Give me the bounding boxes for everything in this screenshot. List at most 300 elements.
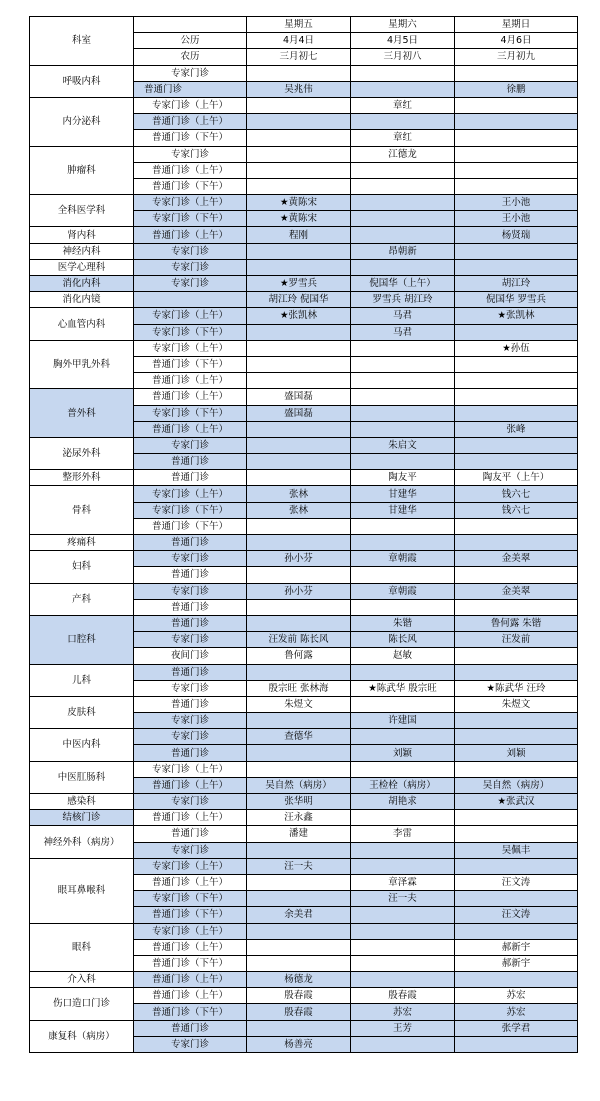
doctor-cell xyxy=(247,664,351,680)
schedule-row xyxy=(30,486,578,502)
header-blank xyxy=(134,17,247,33)
clinic-type: 普通门诊（上午） xyxy=(134,874,247,890)
clinic-type: 专家门诊 xyxy=(134,713,247,729)
schedule-row xyxy=(30,470,578,486)
doctor-cell: 杨贤瑞 xyxy=(455,227,578,243)
clinic-type: 普通门诊（上午） xyxy=(134,227,247,243)
doctor-cell xyxy=(351,907,455,923)
clinic-type: 专家门诊 xyxy=(134,146,247,162)
doctor-cell xyxy=(351,227,455,243)
clinic-type: 普通门诊 xyxy=(134,1020,247,1036)
weekday-sun: 星期日 xyxy=(455,17,578,33)
clinic-type: 专家门诊（上午） xyxy=(134,761,247,777)
doctor-cell: 马君 xyxy=(351,324,455,340)
doctor-cell xyxy=(455,891,578,907)
doctor-cell: 王小池 xyxy=(455,195,578,211)
doctor-cell xyxy=(247,713,351,729)
clinic-type: 夜间门诊 xyxy=(134,648,247,664)
doctor-cell: 杨善亮 xyxy=(247,1036,351,1052)
doctor-cell xyxy=(455,373,578,389)
doctor-cell xyxy=(455,648,578,664)
doctor-cell xyxy=(351,972,455,988)
doctor-cell: 马君 xyxy=(351,308,455,324)
doctor-cell: 汪文涛 xyxy=(455,907,578,923)
doctor-cell: 徐鹏 xyxy=(455,81,578,97)
doctor-cell xyxy=(247,761,351,777)
doctor-cell: 吴自然（病房） xyxy=(455,777,578,793)
schedule-row xyxy=(30,437,578,453)
doctor-cell: 朱启文 xyxy=(351,437,455,453)
doctor-cell: 杨德龙 xyxy=(247,972,351,988)
doctor-cell xyxy=(247,955,351,971)
dept-name: 肾内科 xyxy=(30,227,134,243)
doctor-cell: 章泽霖 xyxy=(351,874,455,890)
schedule-body xyxy=(30,17,578,1053)
clinic-type: 专家门诊 xyxy=(134,437,247,453)
weekday-sat: 星期六 xyxy=(351,17,455,33)
doctor-cell: 许建国 xyxy=(351,713,455,729)
dept-name: 感染科 xyxy=(30,794,134,810)
doctor-cell: 鲁何露 xyxy=(247,648,351,664)
clinic-type: 专家门诊（上午） xyxy=(134,308,247,324)
doctor-cell xyxy=(455,146,578,162)
doctor-cell xyxy=(351,761,455,777)
doctor-cell: 章朝霞 xyxy=(351,583,455,599)
schedule-row xyxy=(30,535,578,551)
dept-name: 口腔科 xyxy=(30,615,134,664)
doctor-cell: 吴佩丰 xyxy=(455,842,578,858)
nongli-label: 农历 xyxy=(134,49,247,65)
doctor-cell: ★陈武华 殷宗旺 xyxy=(351,680,455,696)
dept-name: 疼痛科 xyxy=(30,535,134,551)
doctor-cell: 张林 xyxy=(247,502,351,518)
doctor-cell xyxy=(351,535,455,551)
dept-name: 整形外科 xyxy=(30,470,134,486)
doctor-cell: 汪永鑫 xyxy=(247,810,351,826)
doctor-cell: 李雷 xyxy=(351,826,455,842)
doctor-cell xyxy=(455,130,578,146)
doctor-cell xyxy=(351,729,455,745)
doctor-cell xyxy=(247,470,351,486)
clinic-type: 专家门诊（下午） xyxy=(134,324,247,340)
schedule-row xyxy=(30,551,578,567)
lunar-fri: 三月初七 xyxy=(247,49,351,65)
doctor-cell: 张华明 xyxy=(247,794,351,810)
schedule-row xyxy=(30,858,578,874)
doctor-cell: 王芳 xyxy=(351,1020,455,1036)
doctor-cell xyxy=(351,1036,455,1052)
clinic-type: 专家门诊 xyxy=(134,259,247,275)
doctor-cell xyxy=(455,97,578,113)
clinic-type: 专家门诊 xyxy=(134,680,247,696)
doctor-cell: 江德龙 xyxy=(351,146,455,162)
doctor-cell: ★罗雪兵 xyxy=(247,276,351,292)
schedule-row xyxy=(30,794,578,810)
clinic-type: 专家门诊（下午） xyxy=(134,405,247,421)
schedule-row xyxy=(30,761,578,777)
doctor-cell xyxy=(247,421,351,437)
clinic-type: 专家门诊 xyxy=(134,243,247,259)
doctor-cell xyxy=(247,874,351,890)
schedule-row xyxy=(30,308,578,324)
dept-name: 眼科 xyxy=(30,923,134,972)
clinic-type: 普通门诊（下午） xyxy=(134,1004,247,1020)
doctor-cell: 盛国磊 xyxy=(247,389,351,405)
doctor-cell: 章朝霞 xyxy=(351,551,455,567)
date-sun: 4月6日 xyxy=(455,33,578,49)
doctor-cell xyxy=(455,810,578,826)
doctor-cell: 殷宗旺 张林海 xyxy=(247,680,351,696)
duty-schedule-table xyxy=(29,16,578,1053)
doctor-cell xyxy=(351,518,455,534)
doctor-cell xyxy=(351,939,455,955)
clinic-type: 普通门诊 xyxy=(134,81,247,97)
doctor-cell xyxy=(351,664,455,680)
doctor-cell xyxy=(247,162,351,178)
schedule-row xyxy=(30,972,578,988)
schedule-row xyxy=(30,810,578,826)
schedule-row xyxy=(30,227,578,243)
doctor-cell: 苏宏 xyxy=(455,1004,578,1020)
lunar-sat: 三月初八 xyxy=(351,49,455,65)
schedule-row xyxy=(30,195,578,211)
schedule-row xyxy=(30,243,578,259)
schedule-row xyxy=(30,97,578,113)
clinic-type: 专家门诊（上午） xyxy=(134,858,247,874)
clinic-type: 专家门诊（上午） xyxy=(134,923,247,939)
clinic-type: 普通门诊（下午） xyxy=(134,955,247,971)
clinic-type: 普通门诊 xyxy=(134,454,247,470)
dept-name: 医学心理科 xyxy=(30,259,134,275)
doctor-cell: 郝新宇 xyxy=(455,939,578,955)
doctor-cell xyxy=(455,405,578,421)
clinic-type: 普通门诊（上午） xyxy=(134,114,247,130)
clinic-type: 专家门诊（下午） xyxy=(134,502,247,518)
doctor-cell: 昂朝新 xyxy=(351,243,455,259)
clinic-type: 普通门诊（上午） xyxy=(134,373,247,389)
doctor-cell: 殷春霞 xyxy=(247,1004,351,1020)
doctor-cell xyxy=(351,567,455,583)
doctor-cell xyxy=(247,535,351,551)
schedule-row xyxy=(30,923,578,939)
doctor-cell: 钱六七 xyxy=(455,486,578,502)
doctor-cell xyxy=(351,114,455,130)
clinic-type: 普通门诊（上午） xyxy=(134,421,247,437)
dept-name: 呼吸内科 xyxy=(30,65,134,97)
clinic-type: 普通门诊 xyxy=(134,615,247,631)
doctor-cell xyxy=(455,437,578,453)
clinic-type: 普通门诊（上午） xyxy=(134,810,247,826)
dept-name: 皮肤科 xyxy=(30,696,134,728)
doctor-cell xyxy=(455,567,578,583)
doctor-cell xyxy=(247,939,351,955)
date-fri: 4月4日 xyxy=(247,33,351,49)
doctor-cell xyxy=(455,454,578,470)
doctor-cell: ★黄陈宋 xyxy=(247,195,351,211)
doctor-cell xyxy=(455,972,578,988)
doctor-cell xyxy=(455,923,578,939)
doctor-cell xyxy=(351,421,455,437)
doctor-cell: 胡江玲 xyxy=(455,276,578,292)
doctor-cell: 殷春霞 xyxy=(351,988,455,1004)
doctor-cell xyxy=(247,745,351,761)
schedule-row xyxy=(30,615,578,631)
doctor-cell xyxy=(247,97,351,113)
doctor-cell: 郝新宇 xyxy=(455,955,578,971)
header-row-weekday xyxy=(30,17,578,33)
schedule-row xyxy=(30,146,578,162)
weekday-fri: 星期五 xyxy=(247,17,351,33)
doctor-cell xyxy=(247,259,351,275)
doctor-cell xyxy=(351,389,455,405)
doctor-cell xyxy=(455,535,578,551)
doctor-cell xyxy=(455,178,578,194)
doctor-cell: 汪发前 xyxy=(455,632,578,648)
schedule-row xyxy=(30,583,578,599)
doctor-cell: ★陈武华 汪玲 xyxy=(455,680,578,696)
doctor-cell: 朱煜文 xyxy=(455,696,578,712)
doctor-cell: 苏宏 xyxy=(351,1004,455,1020)
doctor-cell xyxy=(351,955,455,971)
dept-name: 肿瘤科 xyxy=(30,146,134,195)
dept-name: 全科医学科 xyxy=(30,195,134,227)
doctor-cell: 刘颖 xyxy=(351,745,455,761)
clinic-type: 普通门诊 xyxy=(134,745,247,761)
doctor-cell: 查德华 xyxy=(247,729,351,745)
doctor-cell: 罗雪兵 胡江玲 xyxy=(351,292,455,308)
gongli-label: 公历 xyxy=(134,33,247,49)
clinic-type: 专家门诊（上午） xyxy=(134,97,247,113)
clinic-type: 普通门诊（上午） xyxy=(134,972,247,988)
doctor-cell xyxy=(247,615,351,631)
dept-name: 眼耳鼻喉科 xyxy=(30,858,134,923)
clinic-type: 普通门诊 xyxy=(134,826,247,842)
doctor-cell xyxy=(351,195,455,211)
doctor-cell: 汪一夫 xyxy=(351,891,455,907)
clinic-type: 普通门诊（上午） xyxy=(134,777,247,793)
doctor-cell: 胡江玲 倪国华 xyxy=(247,292,351,308)
clinic-type: 专家门诊 xyxy=(134,632,247,648)
clinic-type: 普通门诊（下午） xyxy=(134,356,247,372)
doctor-cell: 潘建 xyxy=(247,826,351,842)
dept-name: 胸外甲乳外科 xyxy=(30,340,134,389)
doctor-cell: 陈长风 xyxy=(351,632,455,648)
doctor-cell xyxy=(455,518,578,534)
doctor-cell xyxy=(247,437,351,453)
doctor-cell xyxy=(247,842,351,858)
doctor-cell xyxy=(247,65,351,81)
clinic-type: 普通门诊 xyxy=(134,664,247,680)
doctor-cell xyxy=(247,599,351,615)
doctor-cell xyxy=(455,713,578,729)
clinic-type: 普通门诊（上午） xyxy=(134,939,247,955)
clinic-type: 专家门诊（上午） xyxy=(134,340,247,356)
doctor-cell: 倪国华 罗雪兵 xyxy=(455,292,578,308)
dept-name: 妇科 xyxy=(30,551,134,583)
doctor-cell xyxy=(247,114,351,130)
doctor-cell xyxy=(455,729,578,745)
dept-name: 结核门诊 xyxy=(30,810,134,826)
doctor-cell: 王小池 xyxy=(455,211,578,227)
clinic-type: 普通门诊 xyxy=(134,567,247,583)
doctor-cell xyxy=(455,114,578,130)
clinic-type: 专家门诊 xyxy=(134,276,247,292)
doctor-cell xyxy=(247,373,351,389)
dept-name: 骨科 xyxy=(30,486,134,535)
doctor-cell: 赵敏 xyxy=(351,648,455,664)
dept-name: 消化内科 xyxy=(30,276,134,292)
clinic-type: 专家门诊 xyxy=(134,842,247,858)
schedule-row xyxy=(30,729,578,745)
doctor-cell: 金美翠 xyxy=(455,551,578,567)
doctor-cell: 张峰 xyxy=(455,421,578,437)
doctor-cell xyxy=(351,81,455,97)
schedule-row xyxy=(30,276,578,292)
doctor-cell xyxy=(455,389,578,405)
schedule-row xyxy=(30,259,578,275)
doctor-cell xyxy=(247,1020,351,1036)
clinic-type: 普通门诊（下午） xyxy=(134,178,247,194)
doctor-cell xyxy=(351,178,455,194)
doctor-cell: ★张凯林 xyxy=(455,308,578,324)
dept-name: 伤口造口门诊 xyxy=(30,988,134,1020)
doctor-cell xyxy=(351,454,455,470)
doctor-cell: 甘建华 xyxy=(351,502,455,518)
doctor-cell: 吴兆伟 xyxy=(247,81,351,97)
doctor-cell xyxy=(455,1036,578,1052)
dept-name: 介入科 xyxy=(30,972,134,988)
doctor-cell: 汪发前 陈长风 xyxy=(247,632,351,648)
doctor-cell: 鲁何露 朱锴 xyxy=(455,615,578,631)
doctor-cell: 吴自然（病房） xyxy=(247,777,351,793)
doctor-cell: 殷春霞 xyxy=(247,988,351,1004)
doctor-cell xyxy=(247,146,351,162)
doctor-cell: 王检栓（病房） xyxy=(351,777,455,793)
clinic-type: 专家门诊（上午） xyxy=(134,195,247,211)
clinic-type: 专家门诊（下午） xyxy=(134,211,247,227)
dept-name: 儿科 xyxy=(30,664,134,696)
schedule-row xyxy=(30,826,578,842)
doctor-cell: 孙小芬 xyxy=(247,551,351,567)
doctor-cell xyxy=(351,842,455,858)
doctor-cell: ★孙伍 xyxy=(455,340,578,356)
clinic-type xyxy=(134,292,247,308)
doctor-cell: 余美君 xyxy=(247,907,351,923)
dept-name: 康复科（病房） xyxy=(30,1020,134,1052)
doctor-cell xyxy=(351,162,455,178)
clinic-type: 普通门诊 xyxy=(134,535,247,551)
dept-name: 普外科 xyxy=(30,389,134,438)
doctor-cell: 章红 xyxy=(351,97,455,113)
doctor-cell: 朱煜文 xyxy=(247,696,351,712)
dept-name: 消化内镜 xyxy=(30,292,134,308)
doctor-cell xyxy=(351,340,455,356)
doctor-cell: 汪文涛 xyxy=(455,874,578,890)
doctor-cell: 苏宏 xyxy=(455,988,578,1004)
doctor-cell: 程刚 xyxy=(247,227,351,243)
doctor-cell xyxy=(351,373,455,389)
schedule-page xyxy=(29,16,577,1053)
doctor-cell: ★张凯林 xyxy=(247,308,351,324)
doctor-cell: 金美翠 xyxy=(455,583,578,599)
doctor-cell: 胡艳求 xyxy=(351,794,455,810)
doctor-cell xyxy=(351,696,455,712)
doctor-cell xyxy=(351,858,455,874)
doctor-cell: 朱锴 xyxy=(351,615,455,631)
doctor-cell xyxy=(351,599,455,615)
doctor-cell: 章红 xyxy=(351,130,455,146)
doctor-cell: 盛国磊 xyxy=(247,405,351,421)
doctor-cell xyxy=(351,810,455,826)
doctor-cell xyxy=(351,259,455,275)
dept-name: 中医肛肠科 xyxy=(30,761,134,793)
schedule-row xyxy=(30,292,578,308)
doctor-cell: 甘建华 xyxy=(351,486,455,502)
date-sat: 4月5日 xyxy=(351,33,455,49)
doctor-cell xyxy=(247,518,351,534)
dept-name: 心血管内科 xyxy=(30,308,134,340)
header-dept-label: 科室 xyxy=(30,17,134,66)
doctor-cell: 陶友平 xyxy=(351,470,455,486)
doctor-cell: 张学君 xyxy=(455,1020,578,1036)
doctor-cell xyxy=(351,211,455,227)
dept-name: 神经内科 xyxy=(30,243,134,259)
clinic-type: 专家门诊（下午） xyxy=(134,891,247,907)
doctor-cell xyxy=(247,243,351,259)
lunar-sun: 三月初九 xyxy=(455,49,578,65)
doctor-cell xyxy=(455,324,578,340)
doctor-cell xyxy=(455,65,578,81)
doctor-cell xyxy=(247,324,351,340)
clinic-type: 普通门诊（下午） xyxy=(134,130,247,146)
doctor-cell xyxy=(351,405,455,421)
doctor-cell xyxy=(455,664,578,680)
doctor-cell: 刘颖 xyxy=(455,745,578,761)
clinic-type: 普通门诊（下午） xyxy=(134,518,247,534)
clinic-type: 普通门诊 xyxy=(134,599,247,615)
clinic-type: 普通门诊（上午） xyxy=(134,988,247,1004)
doctor-cell: ★黄陈宋 xyxy=(247,211,351,227)
clinic-type: 专家门诊 xyxy=(134,729,247,745)
doctor-cell xyxy=(351,923,455,939)
schedule-row xyxy=(30,389,578,405)
clinic-type: 专家门诊 xyxy=(134,1036,247,1052)
doctor-cell xyxy=(455,162,578,178)
dept-name: 神经外科（病房） xyxy=(30,826,134,858)
clinic-type: 普通门诊（上午） xyxy=(134,162,247,178)
clinic-type: 普通门诊 xyxy=(134,470,247,486)
doctor-cell xyxy=(351,65,455,81)
doctor-cell xyxy=(351,356,455,372)
doctor-cell xyxy=(455,243,578,259)
clinic-type: 专家门诊 xyxy=(134,583,247,599)
doctor-cell xyxy=(455,259,578,275)
doctor-cell: 孙小芬 xyxy=(247,583,351,599)
doctor-cell xyxy=(247,923,351,939)
doctor-cell: 倪国华（上午） xyxy=(351,276,455,292)
clinic-type: 专家门诊（上午） xyxy=(134,486,247,502)
doctor-cell: 张林 xyxy=(247,486,351,502)
schedule-row xyxy=(30,340,578,356)
clinic-type: 普通门诊 xyxy=(134,696,247,712)
schedule-row xyxy=(30,65,578,81)
doctor-cell xyxy=(247,178,351,194)
doctor-cell: 陶友平（上午） xyxy=(455,470,578,486)
dept-name: 中医内科 xyxy=(30,729,134,761)
dept-name: 泌尿外科 xyxy=(30,437,134,469)
clinic-type: 普通门诊（下午） xyxy=(134,907,247,923)
doctor-cell xyxy=(455,826,578,842)
